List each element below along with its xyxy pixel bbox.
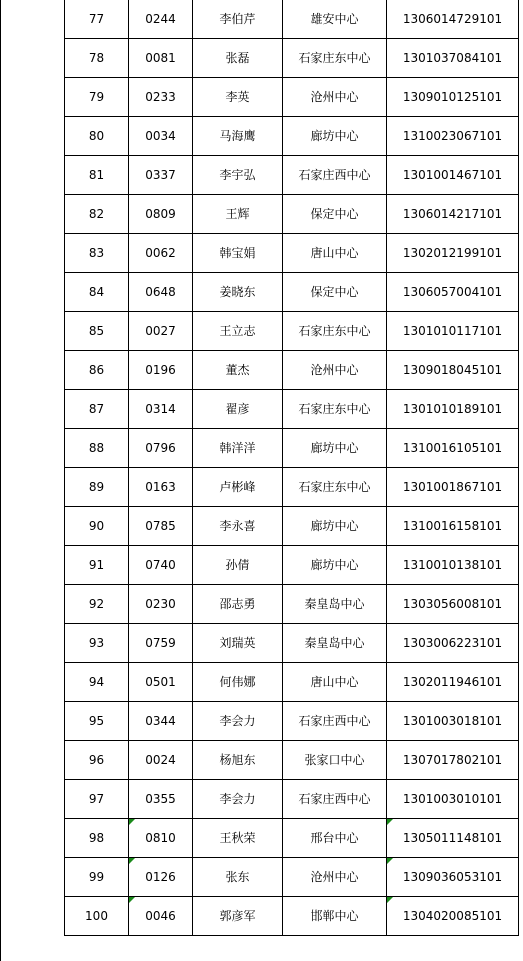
table-row [65,311,519,350]
id-number-cell[interactable] [387,506,519,545]
cell-error-marker-icon [387,819,393,825]
table-row [65,116,519,155]
center-cell-text: 廊坊中心 [310,128,359,143]
code-cell[interactable] [129,896,193,935]
person-name-cell[interactable] [193,155,283,194]
row-number-cell[interactable] [65,233,129,272]
row-number-cell[interactable] [65,77,129,116]
center-cell[interactable] [283,272,387,311]
center-cell-text: 沧州中心 [310,362,359,377]
row-number-cell[interactable] [65,662,129,701]
person-name-cell[interactable] [193,428,283,467]
row-number-cell[interactable] [65,428,129,467]
center-cell-text: 沧州中心 [310,869,359,884]
row-number-cell-text: 100 [85,908,108,923]
person-name-cell-text: 翟彦 [225,401,250,416]
code-cell[interactable] [129,818,193,857]
code-cell[interactable] [129,662,193,701]
table-row [65,38,519,77]
code-cell-text: 0034 [145,128,176,143]
center-cell[interactable] [283,857,387,896]
id-number-cell[interactable] [387,857,519,896]
id-number-cell-text: 1306014729101 [402,11,503,26]
center-cell[interactable] [283,350,387,389]
row-number-cell[interactable] [65,467,129,506]
code-cell-text: 0024 [145,752,176,767]
code-cell-text: 0314 [145,401,176,416]
person-name-cell-text: 姜晓东 [219,284,256,299]
table-row [65,584,519,623]
person-name-cell[interactable] [193,896,283,935]
table-row [65,350,519,389]
table-row [65,389,519,428]
id-number-cell[interactable] [387,623,519,662]
table-row [65,272,519,311]
person-name-cell[interactable] [193,38,283,77]
row-number-cell-text: 88 [88,440,105,455]
center-cell[interactable] [283,701,387,740]
row-number-cell[interactable] [65,779,129,818]
id-number-cell-text: 1301003018101 [402,713,503,728]
person-name-cell[interactable] [193,701,283,740]
id-number-cell[interactable] [387,428,519,467]
id-number-cell[interactable] [387,311,519,350]
code-cell-text: 0809 [145,206,176,221]
center-cell[interactable] [283,116,387,155]
row-number-cell-text: 86 [88,362,105,377]
person-name-cell-text: 邵志勇 [219,596,256,611]
center-cell-text: 廊坊中心 [310,557,359,572]
row-number-cell[interactable] [65,194,129,233]
person-name-cell-text: 张磊 [225,50,250,65]
id-number-cell-text: 1303006223101 [402,635,503,650]
person-name-cell[interactable] [193,584,283,623]
id-number-cell[interactable] [387,116,519,155]
id-number-cell-text: 1309036053101 [402,869,503,884]
code-cell[interactable] [129,701,193,740]
table-row [65,896,519,935]
person-name-cell[interactable] [193,740,283,779]
row-number-cell[interactable] [65,116,129,155]
row-number-cell-text: 82 [88,206,105,221]
code-cell[interactable] [129,428,193,467]
table-body [65,0,519,935]
person-name-cell[interactable] [193,0,283,38]
center-cell[interactable] [283,389,387,428]
center-cell-text: 秦皇岛中心 [304,635,365,650]
center-cell-text: 石家庄西中心 [298,791,371,806]
id-number-cell-text: 1301003010101 [402,791,503,806]
person-name-cell-text: 李英 [225,89,250,104]
id-number-cell-text: 1303056008101 [402,596,503,611]
row-number-cell[interactable] [65,545,129,584]
center-cell-text: 保定中心 [310,206,359,221]
center-cell-text: 廊坊中心 [310,440,359,455]
id-number-cell-text: 1304020085101 [402,908,503,923]
code-cell-text: 0796 [145,440,176,455]
person-name-cell[interactable] [193,77,283,116]
id-number-cell-text: 1306057004101 [402,284,503,299]
person-name-cell-text: 王立志 [219,323,256,338]
row-number-cell[interactable] [65,155,129,194]
id-number-cell[interactable] [387,350,519,389]
row-number-cell[interactable] [65,272,129,311]
center-cell-text: 邢台中心 [310,830,359,845]
id-number-cell-text: 1310010138101 [402,557,503,572]
person-name-cell-text: 董杰 [225,362,250,377]
code-cell[interactable] [129,194,193,233]
code-cell-text: 0027 [145,323,176,338]
id-number-cell[interactable] [387,584,519,623]
center-cell-text: 石家庄东中心 [298,50,371,65]
code-cell[interactable] [129,0,193,38]
id-number-cell[interactable] [387,38,519,77]
id-number-cell-text: 1310016105101 [402,440,503,455]
center-cell-text: 石家庄东中心 [298,479,371,494]
table-row [65,623,519,662]
person-name-cell-text: 卢彬峰 [219,479,256,494]
id-number-cell[interactable] [387,194,519,233]
center-cell[interactable] [283,0,387,38]
code-cell-text: 0355 [145,791,176,806]
person-name-cell[interactable] [193,467,283,506]
row-number-cell-text: 80 [88,128,105,143]
row-number-cell[interactable] [65,896,129,935]
center-cell[interactable] [283,818,387,857]
cell-error-marker-icon [129,858,135,864]
person-name-cell-text: 李永喜 [219,518,256,533]
person-name-cell-text: 张东 [225,869,250,884]
id-number-cell[interactable] [387,272,519,311]
id-number-cell[interactable] [387,233,519,272]
table-row [65,233,519,272]
cell-error-marker-icon [387,858,393,864]
code-cell[interactable] [129,38,193,77]
person-name-cell-text: 马海鹰 [219,128,256,143]
center-cell-text: 石家庄东中心 [298,401,371,416]
table-row [65,857,519,896]
person-name-cell-text: 李宇弘 [219,167,256,182]
id-number-cell-text: 1309010125101 [402,89,503,104]
code-cell-text: 0046 [145,908,176,923]
center-cell-text: 保定中心 [310,284,359,299]
row-number-cell[interactable] [65,818,129,857]
id-number-cell-text: 1301010117101 [402,323,503,338]
code-cell-text: 0062 [145,245,176,260]
row-number-cell-text: 87 [88,401,105,416]
center-cell[interactable] [283,506,387,545]
code-cell-text: 0648 [145,284,176,299]
center-cell-text: 唐山中心 [310,674,359,689]
center-cell[interactable] [283,233,387,272]
row-number-cell[interactable] [65,506,129,545]
person-name-cell-text: 杨旭东 [219,752,256,767]
center-cell[interactable] [283,428,387,467]
id-number-cell-text: 1302011946101 [402,674,503,689]
code-cell[interactable] [129,506,193,545]
code-cell-text: 0810 [145,830,176,845]
center-cell[interactable] [283,311,387,350]
center-cell[interactable] [283,779,387,818]
code-cell[interactable] [129,311,193,350]
id-number-cell[interactable] [387,896,519,935]
code-cell[interactable] [129,233,193,272]
table-row [65,779,519,818]
center-cell[interactable] [283,662,387,701]
cell-error-marker-icon [129,897,135,903]
table-row [65,428,519,467]
row-number-cell-text: 90 [88,518,105,533]
center-cell-text: 石家庄西中心 [298,713,371,728]
row-number-cell-text: 94 [88,674,105,689]
person-name-cell-text: 韩宝娟 [219,245,256,260]
id-number-cell[interactable] [387,155,519,194]
code-cell[interactable] [129,584,193,623]
id-number-cell[interactable] [387,662,519,701]
person-name-cell-text: 王秋荣 [219,830,256,845]
center-cell-text: 秦皇岛中心 [304,596,365,611]
id-number-cell-text: 1309018045101 [402,362,503,377]
row-number-cell[interactable] [65,350,129,389]
row-number-cell[interactable] [65,311,129,350]
person-name-cell[interactable] [193,857,283,896]
row-number-cell[interactable] [65,701,129,740]
id-number-cell[interactable] [387,740,519,779]
id-number-cell-text: 1305011148101 [402,830,503,845]
id-number-cell-text: 1306014217101 [402,206,503,221]
cell-error-marker-icon [387,897,393,903]
id-number-cell[interactable] [387,818,519,857]
id-number-cell-text: 1301001467101 [402,167,503,182]
person-name-cell[interactable] [193,233,283,272]
row-number-cell-text: 83 [88,245,105,260]
code-cell-text: 0233 [145,89,176,104]
row-number-cell-text: 93 [88,635,105,650]
code-cell-text: 0740 [145,557,176,572]
center-cell-text: 邯郸中心 [310,908,359,923]
row-number-cell[interactable] [65,857,129,896]
table-row [65,77,519,116]
id-number-cell[interactable] [387,77,519,116]
person-name-cell[interactable] [193,350,283,389]
id-number-cell[interactable] [387,701,519,740]
row-number-cell-text: 96 [88,752,105,767]
center-cell-text: 沧州中心 [310,89,359,104]
row-number-cell-text: 92 [88,596,105,611]
person-name-cell[interactable] [193,545,283,584]
id-number-cell-text: 1301010189101 [402,401,503,416]
data-table [64,0,519,936]
person-name-cell[interactable] [193,623,283,662]
center-cell-text: 石家庄东中心 [298,323,371,338]
cell-error-marker-icon [129,819,135,825]
id-number-cell[interactable] [387,389,519,428]
person-name-cell[interactable] [193,662,283,701]
center-cell[interactable] [283,467,387,506]
code-cell-text: 0501 [145,674,176,689]
center-cell-text: 雄安中心 [310,11,359,26]
center-cell[interactable] [283,584,387,623]
center-cell[interactable] [283,896,387,935]
id-number-cell[interactable] [387,779,519,818]
center-cell-text: 唐山中心 [310,245,359,260]
table-row [65,662,519,701]
person-name-cell[interactable] [193,818,283,857]
code-cell[interactable] [129,545,193,584]
row-number-cell-text: 77 [88,11,105,26]
person-name-cell-text: 李会力 [219,791,256,806]
person-name-cell[interactable] [193,311,283,350]
id-number-cell-text: 1301001867101 [402,479,503,494]
code-cell[interactable] [129,155,193,194]
center-cell[interactable] [283,545,387,584]
code-cell[interactable] [129,467,193,506]
code-cell-text: 0230 [145,596,176,611]
center-cell-text: 石家庄西中心 [298,167,371,182]
code-cell[interactable] [129,389,193,428]
row-number-cell[interactable] [65,740,129,779]
person-name-cell-text: 孙倩 [225,557,250,572]
person-name-cell[interactable] [193,779,283,818]
person-name-cell[interactable] [193,272,283,311]
code-cell-text: 0337 [145,167,176,182]
id-number-cell-text: 1307017802101 [402,752,503,767]
person-name-cell[interactable] [193,116,283,155]
id-number-cell[interactable] [387,0,519,38]
row-number-cell-text: 84 [88,284,105,299]
center-cell[interactable] [283,77,387,116]
person-name-cell[interactable] [193,194,283,233]
center-cell-text: 廊坊中心 [310,518,359,533]
id-number-cell-text: 1310023067101 [402,128,503,143]
row-number-cell-text: 99 [88,869,105,884]
id-number-cell-text: 1302012199101 [402,245,503,260]
table-row [65,0,519,38]
code-cell-text: 0759 [145,635,176,650]
person-name-cell[interactable] [193,389,283,428]
table-row [65,506,519,545]
row-number-cell-text: 81 [88,167,105,182]
row-number-cell[interactable] [65,0,129,38]
table-row [65,467,519,506]
row-number-cell-text: 85 [88,323,105,338]
person-name-cell-text: 李会力 [219,713,256,728]
row-number-cell[interactable] [65,584,129,623]
code-cell[interactable] [129,350,193,389]
code-cell[interactable] [129,116,193,155]
table-row [65,545,519,584]
table-row [65,155,519,194]
table-row [65,194,519,233]
code-cell-text: 0244 [145,11,176,26]
code-cell-text: 0785 [145,518,176,533]
center-cell[interactable] [283,740,387,779]
row-number-cell-text: 97 [88,791,105,806]
id-number-cell-text: 1301037084101 [402,50,503,65]
person-name-cell[interactable] [193,506,283,545]
code-cell[interactable] [129,779,193,818]
code-cell[interactable] [129,857,193,896]
row-number-cell[interactable] [65,38,129,77]
row-number-cell-text: 98 [88,830,105,845]
person-name-cell-text: 郭彦军 [219,908,256,923]
row-number-cell-text: 95 [88,713,105,728]
center-cell-text: 张家口中心 [304,752,365,767]
table-row [65,701,519,740]
code-cell[interactable] [129,272,193,311]
code-cell[interactable] [129,77,193,116]
id-number-cell-text: 1310016158101 [402,518,503,533]
code-cell-text: 0163 [145,479,176,494]
person-name-cell-text: 刘瑞英 [219,635,256,650]
person-name-cell-text: 李伯芹 [219,11,256,26]
row-number-cell[interactable] [65,389,129,428]
code-cell-text: 0081 [145,50,176,65]
person-name-cell-text: 王辉 [225,206,250,221]
center-cell[interactable] [283,623,387,662]
code-cell-text: 0196 [145,362,176,377]
table-row [65,818,519,857]
code-cell[interactable] [129,740,193,779]
row-number-cell-text: 79 [88,89,105,104]
id-number-cell[interactable] [387,545,519,584]
table-row [65,740,519,779]
code-cell-text: 0344 [145,713,176,728]
code-cell[interactable] [129,623,193,662]
row-number-cell-text: 78 [88,50,105,65]
code-cell-text: 0126 [145,869,176,884]
person-name-cell-text: 何伟娜 [219,674,256,689]
row-number-cell-text: 91 [88,557,105,572]
center-cell[interactable] [283,194,387,233]
row-number-cell-text: 89 [88,479,105,494]
row-number-cell[interactable] [65,623,129,662]
sheet-left-border [0,0,1,961]
person-name-cell-text: 韩洋洋 [219,440,256,455]
id-number-cell[interactable] [387,467,519,506]
center-cell[interactable] [283,38,387,77]
center-cell[interactable] [283,155,387,194]
